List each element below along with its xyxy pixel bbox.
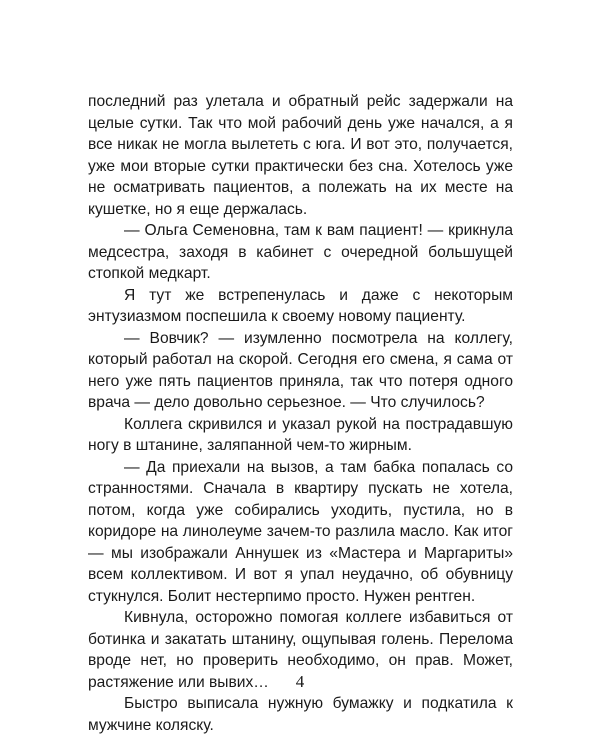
paragraph: последний раз улетала и обратный рейс задержали на целые сутки. Так что мой рабочий день уже начался, а я все никак не могла вылететь с юга. И вот это, получается, уже мои вторые сутки практически без сна. Хотелось уже не осматривать пациентов, а полежать на их месте на кушетке, но я еще держалась.	[88, 93, 513, 218]
paragraph: Быстро выписала нужную бумажку и подкатила к мужчине коляску.	[88, 695, 513, 734]
page-number: 4	[295, 672, 305, 691]
paragraph: — Ольга Семеновна, там к вам пациент! — крикнула медсестра, заходя в кабинет с очередной большущей стопкой медкарт.	[88, 222, 513, 282]
paragraph: — Да приехали на вызов, а там бабка попалась со странностями. Сначала в квартиру пускать не хотела, потом, когда уже собирались уходить, пустила, но в коридоре на линолеуме зачем-то разлила масло. Как итог — мы изображали Аннушек из «Мастера и Маргариты» всем коллективом. И вот я упал неудачно, об обувницу стукнулся. Болит нестерпимо просто. Нужен рентген.	[88, 458, 513, 605]
body-text	[88, 91, 513, 736]
paragraph: Я тут же встрепенулась и даже с некоторым энтузиазмом поспешила к своему новому пациенту.	[88, 286, 513, 325]
paragraph: — Вовчик? — изумленно посмотрела на коллегу, который работал на скорой. Сегодня его смена, я сама от него уже пять пациентов приняла, так что потеря одного врача — дело довольно серьезное. — Что случилось?	[88, 329, 513, 411]
paragraph: Коллега скривился и указал рукой на пострадавшую ногу в штанине, заляпанной чем-то жирным.	[88, 415, 513, 454]
paragraph: Кивнула, осторожно помогая коллеге избавиться от ботинка и закатать штанину, ощупывая голень. Перелома вроде нет, но проверить необходимо, он прав. Может, растяжение или вывих…	[88, 609, 513, 691]
